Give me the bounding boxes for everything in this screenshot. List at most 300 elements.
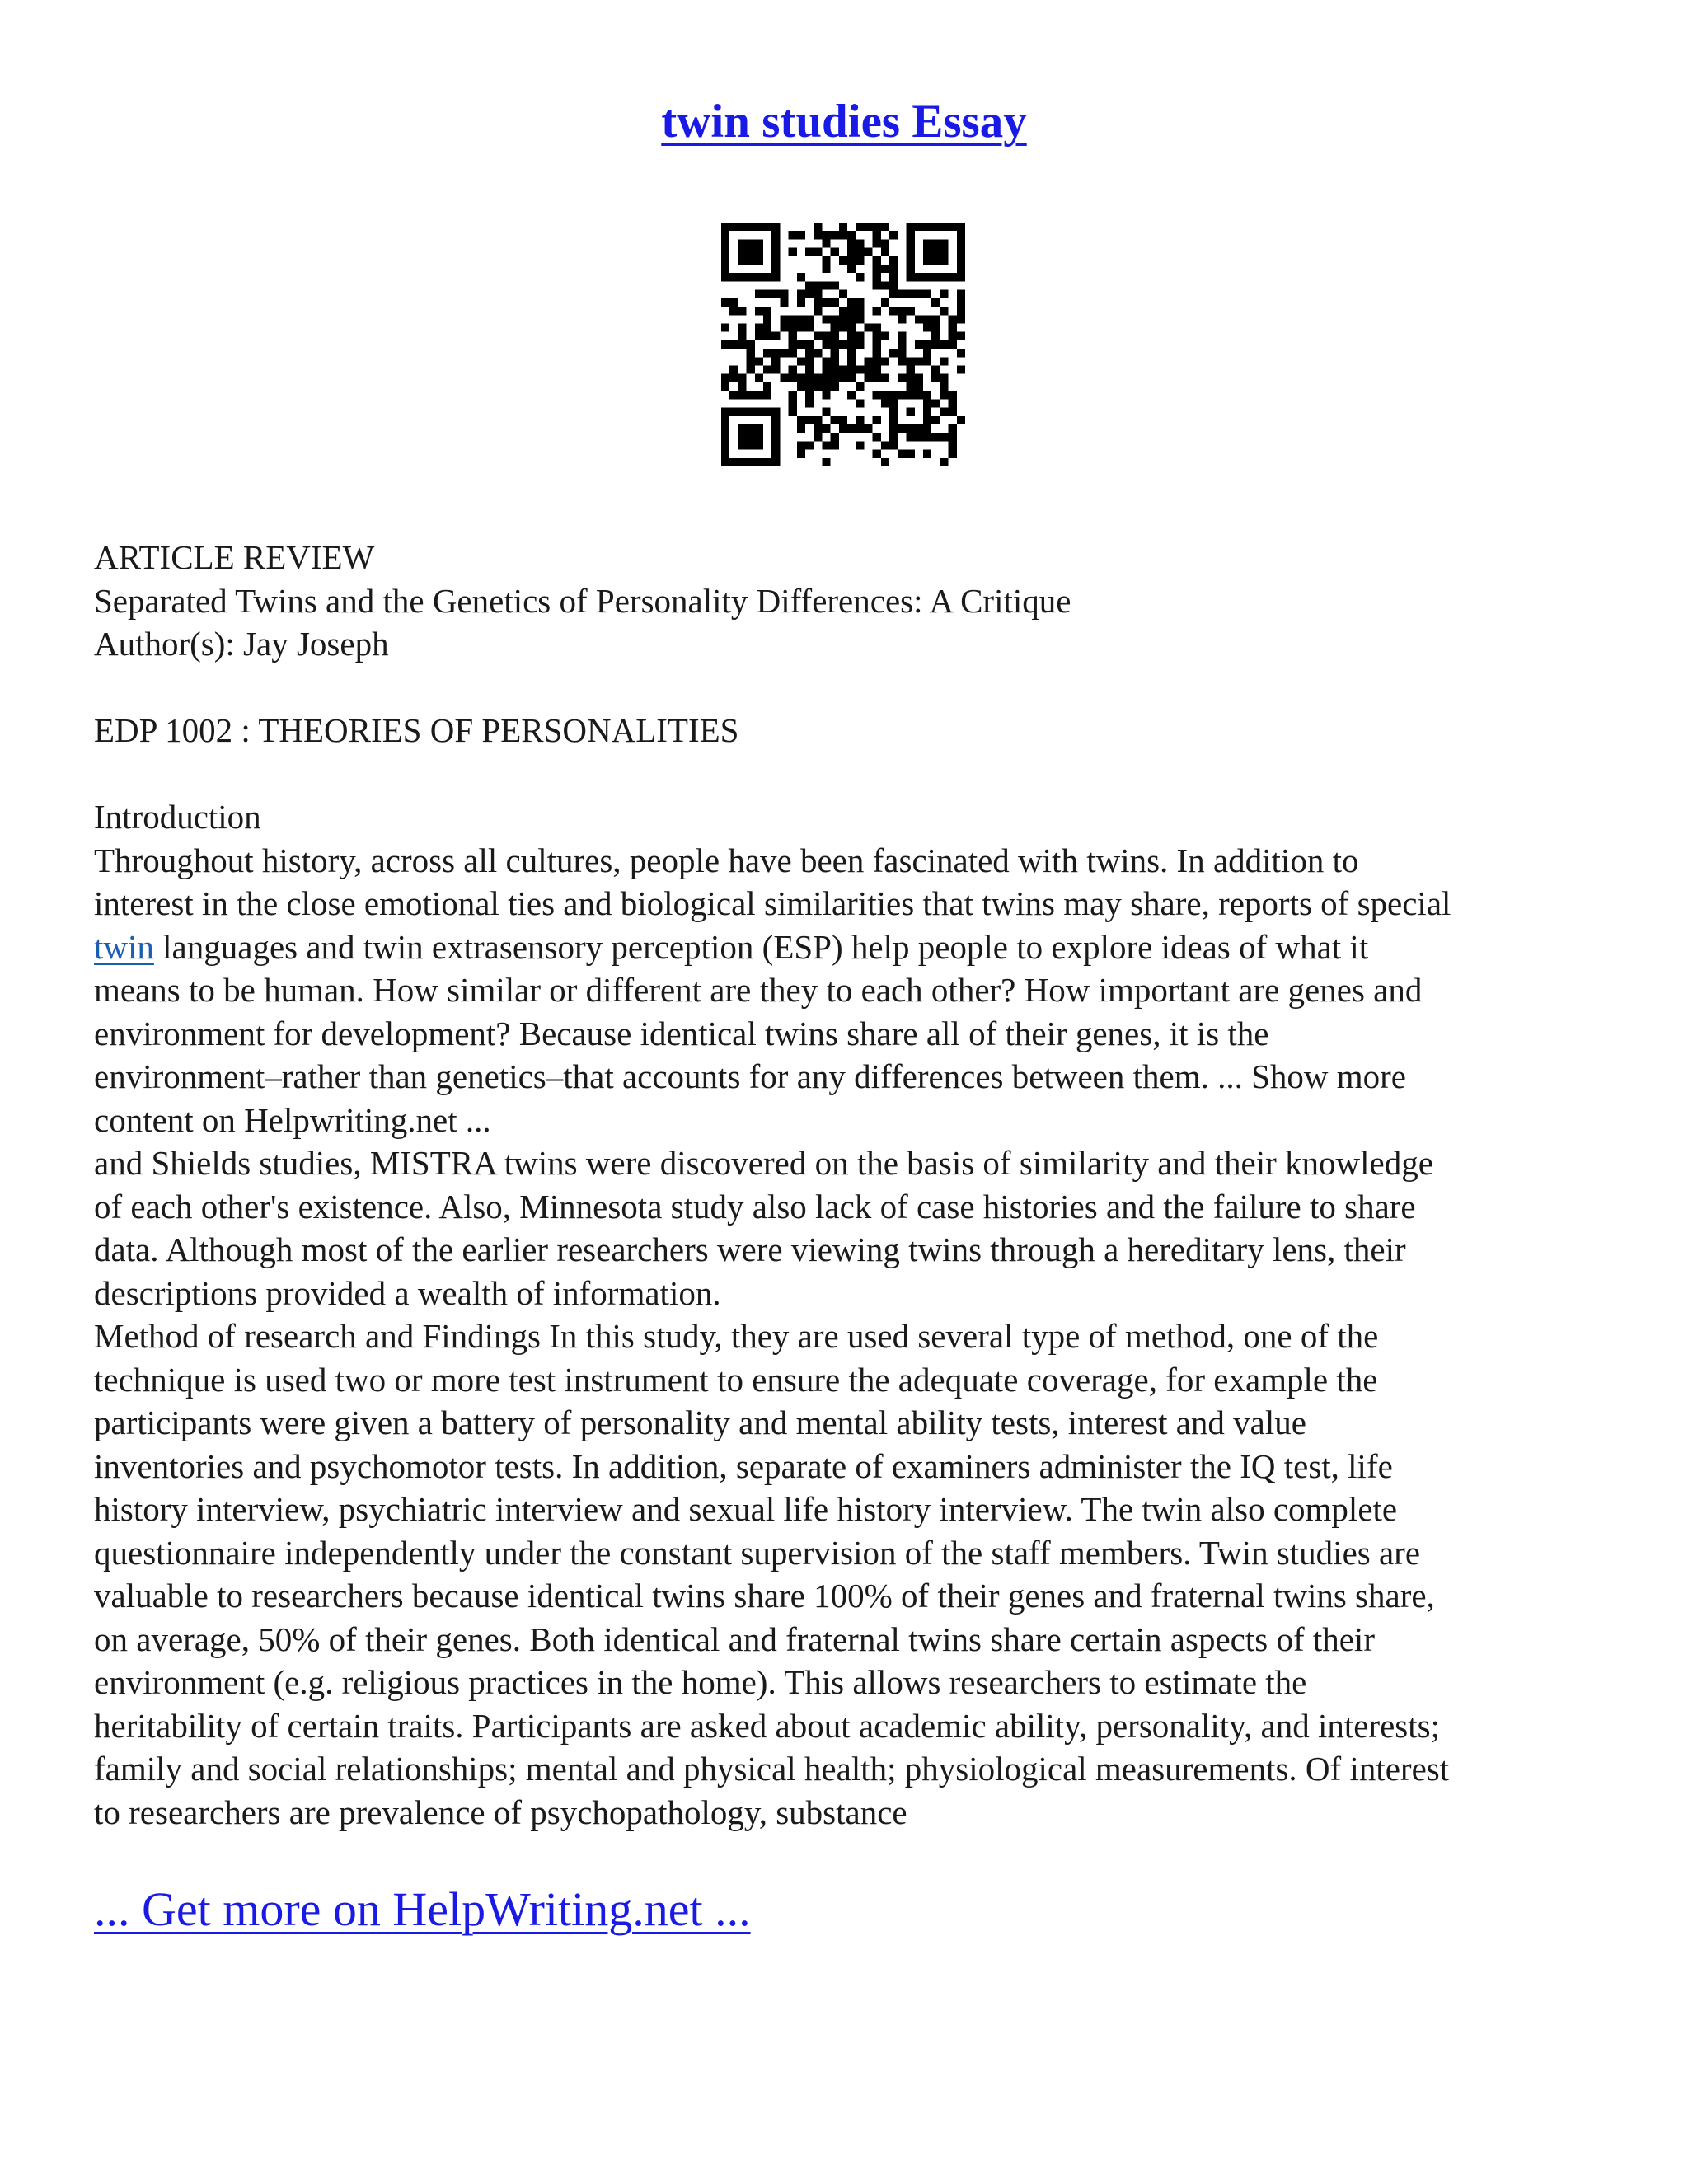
qr-module (763, 323, 771, 331)
qr-module (755, 374, 763, 382)
intro-line: Throughout history, across all cultures, people have been fascinated with twins. In addition to (94, 841, 1359, 879)
para3-line: questionnaire independently under the constant supervision of the staff members. Twin studies are (94, 1533, 1421, 1572)
qr-module (923, 349, 931, 357)
qr-module (873, 223, 881, 231)
para2-line: data. Although most of the earlier researchers were viewing twins through a hereditary lens, their (94, 1230, 1406, 1268)
qr-module (873, 391, 881, 399)
qr-module (957, 248, 965, 256)
qr-module (721, 273, 729, 281)
page-title (0, 89, 1688, 155)
qr-module (898, 290, 906, 298)
qr-module (847, 248, 856, 256)
qr-module (949, 424, 957, 433)
qr-module (763, 458, 771, 466)
qr-module (949, 273, 957, 281)
qr-module (738, 332, 746, 340)
qr-module (940, 223, 948, 231)
qr-module (957, 239, 965, 247)
para2-line: and Shields studies, MISTRA twins were discovered on the basis of similarity and their knowledge (94, 1144, 1433, 1182)
qr-module (747, 408, 755, 416)
qr-module (771, 366, 780, 374)
qr-module (931, 366, 940, 374)
qr-module (898, 332, 906, 340)
qr-module (721, 441, 729, 449)
qr-module (931, 399, 940, 407)
qr-module (931, 273, 940, 281)
qr-module (847, 374, 856, 382)
qr-module (721, 239, 729, 247)
qr-module (805, 382, 814, 391)
qr-module (923, 323, 931, 331)
qr-module (957, 265, 965, 273)
qr-module (797, 315, 805, 323)
qr-module (780, 349, 788, 357)
qr-module (873, 340, 881, 349)
qr-module (771, 458, 780, 466)
qr-module (789, 374, 797, 382)
qr-module (873, 374, 881, 382)
qr-module (822, 265, 830, 273)
qr-module (889, 231, 898, 239)
qr-module (747, 424, 755, 433)
qr-module (780, 374, 788, 382)
qr-module (907, 273, 915, 281)
qr-module (847, 239, 856, 247)
qr-module (771, 248, 780, 256)
paper-title: Separated Twins and the Genetics of Personality Differences: A Critique (94, 581, 1071, 620)
qr-module (889, 416, 898, 424)
qr-module (881, 248, 889, 256)
qr-module (729, 273, 738, 281)
qr-module (789, 408, 797, 416)
qr-module (856, 441, 864, 449)
qr-module (889, 281, 898, 289)
qr-module (729, 458, 738, 466)
para3-line: to researchers are prevalence of psychopathology, substance (94, 1793, 907, 1831)
qr-module (923, 315, 931, 323)
qr-module (747, 340, 755, 349)
qr-module (755, 273, 763, 281)
para3-line: family and social relationships; mental and physical health; physiological measurements. Of interest (94, 1750, 1450, 1788)
qr-module (915, 223, 923, 231)
qr-module (805, 391, 814, 399)
qr-module (949, 450, 957, 458)
title-link[interactable]: twin studies Essay (661, 96, 1027, 148)
qr-module (881, 458, 889, 466)
qr-module (923, 408, 931, 416)
qr-module (789, 248, 797, 256)
intro-line: means to be human. How similar or different are they to each other? How important are genes and (94, 971, 1423, 1009)
article-label: ARTICLE REVIEW (94, 538, 375, 576)
qr-module (915, 391, 923, 399)
qr-module (729, 391, 738, 399)
qr-module (729, 223, 738, 231)
qr-module (822, 340, 830, 349)
qr-module (738, 458, 746, 466)
qr-module (881, 223, 889, 231)
qr-module (923, 357, 931, 365)
qr-module (907, 433, 915, 441)
qr-module (747, 256, 755, 265)
qr-module (780, 298, 788, 307)
para2-line: of each other's existence. Also, Minnesota study also lack of case histories and the failure to share (94, 1187, 1416, 1226)
qr-module (721, 340, 729, 349)
qr-module (822, 366, 830, 374)
qr-module (889, 391, 898, 399)
qr-module (923, 340, 931, 349)
qr-module (931, 340, 940, 349)
qr-module (721, 382, 729, 391)
qr-module (721, 424, 729, 433)
qr-module (898, 357, 906, 365)
qr-module (889, 424, 898, 433)
qr-module (847, 256, 856, 265)
qr-module (915, 315, 923, 323)
qr-module (763, 391, 771, 399)
qr-module (931, 223, 940, 231)
qr-module (923, 399, 931, 407)
qr-module (915, 290, 923, 298)
article-body (94, 536, 1602, 1834)
qr-module (889, 408, 898, 416)
qr-module (797, 340, 805, 349)
qr-module (747, 349, 755, 357)
qr-module (923, 239, 931, 247)
qr-module (865, 223, 873, 231)
qr-module (873, 281, 881, 289)
qr-module (931, 248, 940, 256)
qr-module (873, 265, 881, 273)
qr-module (907, 357, 915, 365)
qr-module (814, 307, 822, 315)
qr-module (898, 349, 906, 357)
qr-module (949, 391, 957, 399)
qr-module (805, 349, 814, 357)
qr-module (755, 433, 763, 441)
qr-module (831, 298, 839, 307)
qr-module (763, 315, 771, 323)
qr-module (923, 391, 931, 399)
qr-module (729, 307, 738, 315)
get-more-link[interactable]: ... Get more on HelpWriting.net ... (94, 1882, 751, 1936)
qr-module (898, 340, 906, 349)
para3-line: Method of research and Findings In this study, they are used several type of method, one of the (94, 1317, 1379, 1355)
qr-module (738, 391, 746, 399)
qr-module (738, 340, 746, 349)
qr-module (721, 265, 729, 273)
qr-module (873, 433, 881, 441)
qr-module (839, 231, 847, 239)
qr-module (771, 433, 780, 441)
para3-line: heritability of certain traits. Participants are asked about academic ability, personality, and interests; (94, 1706, 1440, 1745)
qr-module (907, 374, 915, 382)
qr-module (771, 416, 780, 424)
qr-module (856, 416, 864, 424)
qr-module (881, 298, 889, 307)
qr-module (755, 441, 763, 449)
qr-module (907, 256, 915, 265)
qr-module (873, 357, 881, 365)
qr-module (940, 433, 948, 441)
qr-module (847, 307, 856, 315)
qr-module (831, 340, 839, 349)
qr-module (814, 290, 822, 298)
qr-module (822, 281, 830, 289)
qr-module (889, 256, 898, 265)
qr-module (721, 433, 729, 441)
qr-module (747, 458, 755, 466)
qr-module (831, 441, 839, 449)
qr-module (889, 273, 898, 281)
qr-module (831, 323, 839, 331)
qr-module (889, 441, 898, 449)
qr-module (822, 231, 830, 239)
qr-module (889, 349, 898, 357)
qr-module (839, 424, 847, 433)
qr-module (814, 424, 822, 433)
qr-module (797, 290, 805, 298)
qr-module (771, 265, 780, 273)
qr-module (847, 315, 856, 323)
qr-module (797, 357, 805, 365)
qr-module (797, 382, 805, 391)
para3-line: history interview, psychiatric interview and sexual life history interview. The twin also complete (94, 1490, 1398, 1528)
qr-module (949, 433, 957, 441)
qr-module (822, 424, 830, 433)
qr-module (805, 340, 814, 349)
qr-module (721, 298, 729, 307)
qr-module (755, 424, 763, 433)
qr-module (957, 332, 965, 340)
qr-module (831, 349, 839, 357)
qr-module (771, 231, 780, 239)
qr-module (931, 374, 940, 382)
qr-module (729, 340, 738, 349)
qr-module (763, 382, 771, 391)
qr-module (721, 256, 729, 265)
qr-module (847, 340, 856, 349)
qr-module (831, 382, 839, 391)
qr-module (747, 248, 755, 256)
qr-module (940, 307, 948, 315)
qr-module (822, 374, 830, 382)
qr-module (805, 290, 814, 298)
qr-module (931, 323, 940, 331)
para3-line: inventories and psychomotor tests. In addition, separate of examiners administer the IQ test, life (94, 1446, 1393, 1485)
qr-module (873, 366, 881, 374)
qr-module (856, 256, 864, 265)
qr-module (957, 366, 965, 374)
qr-module (915, 273, 923, 281)
qr-module (797, 424, 805, 433)
qr-module (957, 298, 965, 307)
qr-module (831, 315, 839, 323)
qr-module (814, 281, 822, 289)
qr-module (814, 248, 822, 256)
paper-authors: Author(s): Jay Joseph (94, 625, 389, 663)
qr-module (822, 239, 830, 247)
para3-line: participants were given a battery of personality and mental ability tests, interest and value (94, 1404, 1306, 1441)
qr-module (923, 290, 931, 298)
qr-module (856, 239, 864, 247)
qr-module (738, 382, 746, 391)
qr-module (747, 273, 755, 281)
qr-module (805, 248, 814, 256)
para3-line: valuable to researchers because identical twins share 100% of their genes and fraternal twins share, (94, 1577, 1435, 1615)
qr-module (957, 315, 965, 323)
qr-module (738, 374, 746, 382)
qr-module (805, 315, 814, 323)
qr-module (907, 450, 915, 458)
qr-module (721, 248, 729, 256)
qr-module (847, 424, 856, 433)
qr-module (847, 332, 856, 340)
para3-line: technique is used two or more test instrument to ensure the adequate coverage, for example the (94, 1360, 1378, 1399)
qr-module (907, 366, 915, 374)
qr-module (923, 248, 931, 256)
qr-module (814, 433, 822, 441)
qr-module (738, 223, 746, 231)
qr-module (907, 424, 915, 433)
qr-module (856, 248, 864, 256)
qr-code-icon (721, 223, 965, 466)
qr-module (789, 349, 797, 357)
qr-module (940, 273, 948, 281)
qr-module (949, 332, 957, 340)
qr-module (931, 416, 940, 424)
qr-module (839, 256, 847, 265)
qr-module (873, 231, 881, 239)
qr-module (755, 307, 763, 315)
qr-module (847, 323, 856, 331)
qr-module (755, 239, 763, 247)
qr-module (847, 391, 856, 399)
qr-module (847, 357, 856, 365)
qr-module (881, 441, 889, 449)
qr-module (814, 349, 822, 357)
qr-module (923, 424, 931, 433)
qr-module (771, 256, 780, 265)
qr-module (881, 332, 889, 340)
qr-module (940, 239, 948, 247)
qr-module (873, 256, 881, 265)
qr-module (940, 248, 948, 256)
qr-module (814, 332, 822, 340)
qr-module (747, 357, 755, 365)
qr-module (839, 374, 847, 382)
qr-module (865, 374, 873, 382)
qr-module (797, 273, 805, 281)
qr-module (797, 231, 805, 239)
qr-module (957, 273, 965, 281)
qr-module (721, 416, 729, 424)
qr-module (873, 323, 881, 331)
qr-module (814, 382, 822, 391)
qr-module (738, 424, 746, 433)
qr-module (763, 366, 771, 374)
qr-module (822, 391, 830, 399)
qr-module (763, 290, 771, 298)
qr-module (949, 315, 957, 323)
qr-module (747, 433, 755, 441)
qr-module (831, 357, 839, 365)
qr-module (797, 374, 805, 382)
qr-module (915, 424, 923, 433)
qr-module (747, 223, 755, 231)
qr-module (729, 298, 738, 307)
qr-module (789, 315, 797, 323)
qr-module (771, 424, 780, 433)
qr-module (856, 399, 864, 407)
qr-module (940, 357, 948, 365)
twin-inline-link[interactable]: twin (94, 927, 154, 966)
qr-module (831, 231, 839, 239)
qr-module (738, 433, 746, 441)
qr-module (923, 273, 931, 281)
qr-module (839, 290, 847, 298)
qr-module (721, 374, 729, 382)
qr-module (881, 265, 889, 273)
intro-line: content on Helpwriting.net ... (94, 1100, 491, 1139)
qr-module (907, 408, 915, 416)
qr-module (721, 223, 729, 231)
qr-module (805, 399, 814, 407)
qr-module (889, 290, 898, 298)
qr-module (923, 223, 931, 231)
qr-module (907, 223, 915, 231)
qr-module (747, 391, 755, 399)
qr-module (780, 315, 788, 323)
qr-module (831, 281, 839, 289)
qr-module (822, 441, 830, 449)
qr-module (839, 323, 847, 331)
qr-module (915, 382, 923, 391)
para3-line: environment (e.g. religious practices in the home). This allows researchers to estimate the (94, 1663, 1307, 1701)
qr-module (898, 450, 906, 458)
qr-module (957, 223, 965, 231)
qr-module (771, 223, 780, 231)
qr-module (839, 223, 847, 231)
qr-module (940, 391, 948, 399)
qr-module (822, 298, 830, 307)
qr-module (747, 239, 755, 247)
qr-module (949, 408, 957, 416)
qr-module (898, 307, 906, 315)
qr-module (755, 223, 763, 231)
qr-module (721, 323, 729, 331)
qr-module (898, 315, 906, 323)
qr-module (738, 248, 746, 256)
qr-module (755, 391, 763, 399)
qr-module (755, 248, 763, 256)
qr-module (771, 290, 780, 298)
qr-module (931, 298, 940, 307)
qr-module (771, 239, 780, 247)
qr-module (721, 458, 729, 466)
qr-module (949, 441, 957, 449)
qr-module (789, 340, 797, 349)
qr-module (755, 332, 763, 340)
qr-module (873, 416, 881, 424)
qr-module (856, 273, 864, 281)
qr-module (755, 408, 763, 416)
qr-module (755, 458, 763, 466)
qr-module (940, 290, 948, 298)
qr-module (931, 256, 940, 265)
qr-module (873, 332, 881, 340)
qr-module (839, 315, 847, 323)
qr-module (771, 357, 780, 365)
